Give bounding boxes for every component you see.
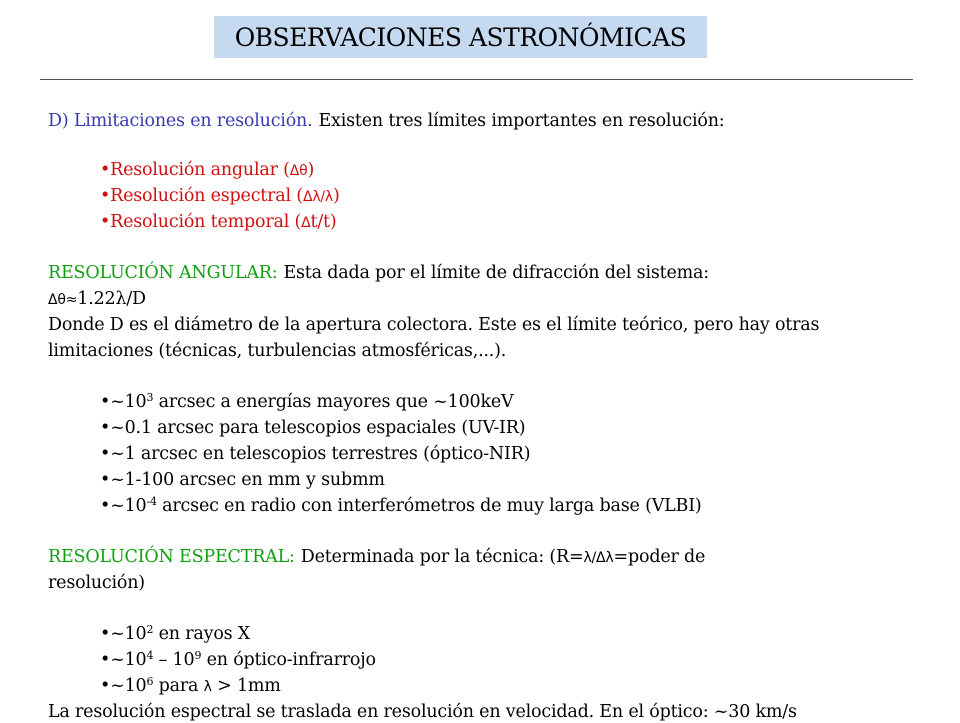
- angular-desc-1: Donde D es el diámetro de la apertura colectora. Este es el límite teórico, pero hay otras: [48, 315, 820, 335]
- bullet: •: [100, 418, 111, 438]
- title-divider: [40, 79, 913, 80]
- bullet: •: [100, 160, 111, 180]
- lambda-symbol: λ: [203, 679, 212, 695]
- item-text: ~10: [110, 624, 147, 644]
- exponent: 9: [194, 649, 202, 662]
- angular-item: [100, 417, 525, 439]
- angular-label: RESOLUCIÓN ANGULAR:: [48, 263, 278, 283]
- angular-item: [100, 495, 702, 517]
- delta-theta-approx-symbol: Δθ≈: [48, 292, 78, 308]
- spectral-tail: =poder de: [613, 547, 706, 567]
- spectral-line-2: resolución): [48, 573, 145, 593]
- limit-item-spectral: [100, 185, 340, 208]
- spectral-item: [100, 623, 250, 645]
- item-text: para: [153, 676, 204, 696]
- angular-item: [100, 469, 385, 491]
- item-text: arcsec en radio con interferómetros de muy larga base (VLBI): [156, 496, 702, 516]
- item-text: ~1 arcsec en telescopios terrestres (óptico-NIR): [110, 444, 531, 464]
- section-d-label: D) Limitaciones en resolución.: [48, 111, 313, 131]
- delta-lambda-symbol: Δλ/λ: [302, 189, 334, 205]
- limit-item-angular: [100, 159, 314, 182]
- bullet: •: [100, 624, 111, 644]
- angular-heading-line: [48, 262, 709, 284]
- page-title: [214, 16, 707, 58]
- angular-formula: [48, 288, 146, 311]
- bullet: •: [100, 676, 111, 696]
- exponent: -4: [146, 495, 157, 508]
- item-text: ~10: [110, 392, 147, 412]
- limit-label: Resolución angular (: [110, 160, 290, 180]
- bullet: •: [100, 444, 111, 464]
- item-text: ~1-100 arcsec en mm y submm: [110, 470, 385, 490]
- spectral-label: RESOLUCIÓN ESPECTRAL:: [48, 547, 295, 567]
- angular-desc-2: limitaciones (técnicas, turbulencias atmosféricas,...).: [48, 341, 507, 361]
- spectral-item: [100, 675, 281, 698]
- angular-item: [100, 443, 530, 465]
- exponent: 6: [146, 675, 154, 688]
- page-title-text: OBSERVACIONES ASTRONÓMICAS: [234, 22, 687, 52]
- item-text: – 10: [153, 650, 195, 670]
- limit-label: Resolución espectral (: [110, 186, 303, 206]
- item-text: ~10: [110, 650, 147, 670]
- bullet: •: [100, 212, 111, 232]
- item-text: > 1mm: [211, 676, 281, 696]
- bullet: •: [100, 650, 111, 670]
- bullet: •: [100, 392, 111, 412]
- spectral-text: Determinada por la técnica: (R=: [300, 547, 584, 567]
- limit-tail: ): [307, 160, 315, 180]
- spectral-item: [100, 649, 376, 671]
- spectral-heading-line: [48, 546, 705, 569]
- angular-item: [100, 391, 513, 413]
- exponent: 2: [146, 623, 154, 636]
- spectral-closing: La resolución espectral se traslada en resolución en velocidad. En el óptico: ~30 km/s: [48, 702, 797, 722]
- limit-tail: ): [333, 186, 340, 206]
- limit-tail: t/t): [310, 212, 337, 232]
- item-text: ~10: [110, 676, 147, 696]
- section-d-text: Existen tres límites importantes en resolución:: [318, 111, 725, 131]
- exponent: 3: [146, 391, 154, 404]
- limit-label: Resolución temporal (: [110, 212, 302, 232]
- exponent: 4: [146, 649, 154, 662]
- bullet: •: [100, 496, 111, 516]
- delta-theta-symbol: Δθ: [289, 163, 308, 179]
- bullet: •: [100, 186, 111, 206]
- item-text: ~0.1 arcsec para telescopios espaciales (UV-IR): [110, 418, 526, 438]
- limit-item-temporal: [100, 211, 337, 234]
- angular-text: Esta dada por el límite de difracción del sistema:: [283, 263, 709, 283]
- bullet: •: [100, 470, 111, 490]
- section-d-line: [48, 110, 725, 132]
- item-text: en óptico-infrarrojo: [201, 650, 376, 670]
- item-text: ~10: [110, 496, 147, 516]
- item-text: arcsec a energías mayores que ~100keV: [153, 392, 514, 412]
- item-text: en rayos X: [153, 624, 251, 644]
- delta-symbol: Δ: [301, 215, 311, 231]
- formula-text: 1.22λ/D: [77, 289, 146, 309]
- lambda-ratio-symbol: λ/Δλ: [583, 550, 614, 566]
